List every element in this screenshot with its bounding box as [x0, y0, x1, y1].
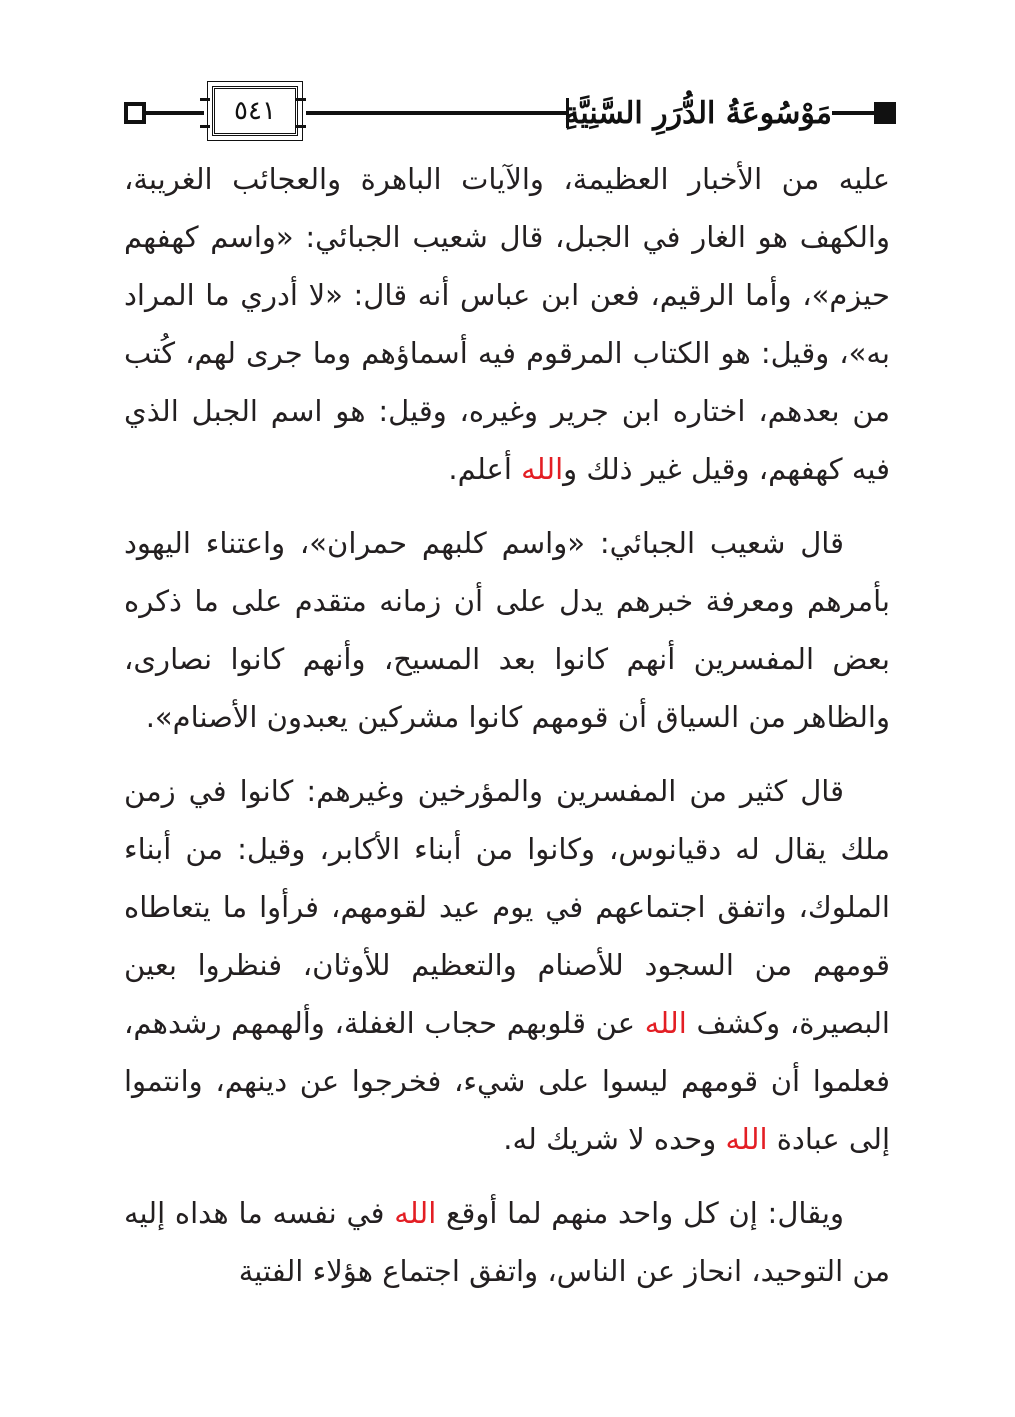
divine-name-highlight: الله: [521, 452, 564, 486]
header-rule-middle: [306, 111, 568, 115]
paragraph: [124, 1184, 890, 1300]
paragraph: [124, 762, 890, 1168]
divine-name-highlight: الله: [644, 1006, 687, 1040]
ornament-bracket-left: [200, 98, 210, 128]
divine-name-highlight: الله: [725, 1122, 768, 1156]
page-number-box: [212, 86, 298, 136]
text-segment: قال كثير من المفسرين والمؤرخين وغيرهم: كانوا في زمن ملك يقال له دقيانوس، وكانوا من أبناء الأكابر، وقيل: من أبناء الملوك، واتفق اجتماعهم في يوم عيد لقومهم، فرأوا ما يتعاطاه قومهم من السجود للأصنام والتعظيم للأوثان، فنظروا بعين البصيرة، وكشف: [124, 774, 890, 1040]
ornament-square-left: [124, 102, 146, 124]
book-title-logo: مَوْسُوعَةُ الدُّرَرِ السَّنِيَّةِ: [564, 96, 832, 131]
divine-name-highlight: الله: [394, 1196, 437, 1230]
paragraph: [124, 150, 890, 498]
text-segment: أعلم.: [448, 452, 522, 486]
page-body: [124, 150, 890, 1300]
ornament-bracket-right: [296, 98, 306, 128]
text-segment: ويقال: إن كل واحد منهم لما أوقع: [436, 1196, 844, 1230]
text-segment: في نفسه ما هداه إليه من التوحيد، انحاز عن الناس، واتفق اجتماع هؤلاء الفتية: [124, 1196, 890, 1288]
text-segment: عليه من الأخبار العظيمة، والآيات الباهرة والعجائب الغريبة، والكهف هو الغار في الجبل، قال شعيب الجبائي: «واسم كهفهم حيزم»، وأما الرقيم، فعن ابن عباس أنه قال: «لا أدري ما المراد به»، وقيل: هو الكتاب المرقوم فيه أسماؤهم وما جرى لهم، كُتب من بعدهم، اختاره ابن جرير وغيره، وقيل: هو اسم الجبل الذي فيه كهفهم، وقيل غير ذلك و: [124, 162, 890, 486]
text-segment: وحده لا شريك له.: [503, 1122, 726, 1156]
header-rule-left: [144, 111, 204, 115]
paragraph: [124, 514, 890, 746]
page-header: [124, 84, 896, 150]
header-rule-right: [832, 111, 874, 115]
text-segment: عن قلوبهم حجاب الغفلة، وألهمهم رشدهم، فعلموا أن قومهم ليسوا على شيء، فخرجوا عن دينهم، وانتموا إلى عبادة: [124, 1006, 890, 1156]
text-segment: قال شعيب الجبائي: «واسم كلبهم حمران»، واعتناء اليهود بأمرهم ومعرفة خبرهم يدل على أن زمانه متقدم على ما ذكره بعض المفسرين أنهم كانوا بعد المسيح، وأنهم كانوا نصارى، والظاهر من السياق أن قومهم كانوا مشركين يعبدون الأصنام».: [124, 526, 890, 734]
ornament-square-right: [874, 102, 896, 124]
page-number: ٥٤١: [234, 96, 276, 126]
